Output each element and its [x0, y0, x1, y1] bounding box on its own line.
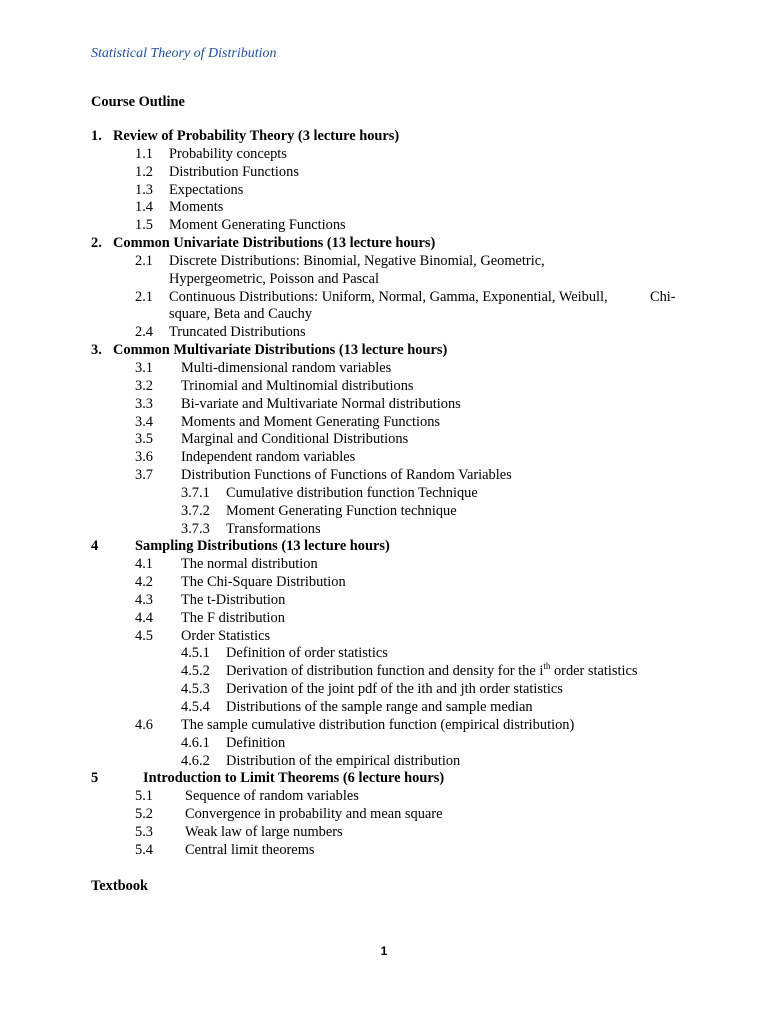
item-number: 3.6	[135, 449, 153, 466]
section-number: 4	[91, 538, 99, 555]
outline-item-continuation	[0, 306, 768, 324]
subitem-text: Distributions of the sample range and sample median	[226, 699, 533, 715]
outline-item	[0, 164, 768, 182]
outline-item	[0, 842, 768, 860]
item-number: 5.2	[135, 806, 153, 823]
item-text: Trinomial and Multinomial distributions	[181, 377, 414, 394]
item-text: Convergence in probability and mean square	[185, 806, 443, 823]
item-text: Distribution Functions	[169, 163, 299, 180]
item-text: Weak law of large numbers	[185, 823, 343, 840]
outline-item	[0, 146, 768, 164]
item-number: 3.5	[135, 431, 153, 448]
item-text: Sequence of random variables	[185, 788, 359, 805]
item-number: 3.2	[135, 377, 153, 394]
subitem-number: 3.7.1	[181, 484, 210, 501]
item-number: 4.4	[135, 609, 153, 626]
item-text: Expectations	[169, 181, 244, 198]
item-text: Central limit theorems	[185, 841, 315, 858]
section-number: 3.	[91, 342, 102, 359]
outline-subitem	[0, 753, 768, 771]
subitem-text: Transformations	[226, 520, 321, 537]
subitem-number: 4.5.4	[181, 699, 210, 715]
item-number: 3.3	[135, 395, 153, 412]
subitem-text-before: Derivation of distribution function and density for the i	[226, 663, 544, 680]
item-text-continued: square, Beta and Cauchy	[169, 306, 313, 323]
running-header: Statistical Theory of Distribution	[91, 46, 277, 61]
outline-item	[0, 610, 768, 628]
subitem-text: Distribution of the empirical distribution	[226, 752, 461, 769]
subitem-text: Derivation of the joint pdf of the ith and jth order statistics	[226, 681, 563, 698]
item-text: Marginal and Conditional Distributions	[181, 431, 409, 448]
section-title: Common Univariate Distributions (13 lecture hours)	[113, 235, 436, 252]
item-text: Independent random variables	[181, 449, 356, 466]
item-number: 4.6	[135, 716, 153, 733]
outline-subitem	[0, 735, 768, 753]
item-text: Multi-dimensional random variables	[181, 359, 392, 376]
section-title: Common Multivariate Distributions (13 lecture hours)	[113, 342, 448, 359]
item-number: 5.3	[135, 823, 153, 840]
outline-item	[0, 628, 768, 646]
outline-item	[0, 396, 768, 414]
section-number: 1.	[91, 128, 102, 144]
outline-subitem	[0, 503, 768, 521]
item-text: Probability concepts	[169, 145, 287, 162]
item-text: Discrete Distributions: Binomial, Negative Binomial, Geometric,	[169, 252, 545, 269]
subitem-number: 4.5.2	[181, 663, 210, 680]
subitem-number: 4.5.1	[181, 645, 210, 662]
item-number: 1.3	[135, 181, 153, 198]
outline-item	[0, 574, 768, 592]
item-text: The F distribution	[181, 609, 285, 626]
course-outline-heading: Course Outline	[91, 94, 185, 110]
item-number: 2.1	[135, 252, 153, 269]
outline-item	[0, 414, 768, 432]
item-number: 4.1	[135, 556, 153, 573]
item-text: The normal distribution	[181, 556, 318, 573]
item-text: Moment Generating Functions	[169, 217, 346, 234]
item-number: 4.2	[135, 574, 153, 591]
outline-item	[0, 717, 768, 735]
outline-item	[0, 556, 768, 574]
section-title: Review of Probability Theory (3 lecture hours)	[113, 128, 400, 144]
item-text-tail: Chi-	[650, 288, 676, 305]
outline-item	[0, 217, 768, 235]
outline-subitem	[0, 521, 768, 539]
item-text: The Chi-Square Distribution	[181, 574, 346, 591]
item-text: Truncated Distributions	[169, 324, 306, 341]
outline-item	[0, 824, 768, 842]
section-heading	[0, 342, 768, 360]
outline-item	[0, 467, 768, 485]
outline-item	[0, 289, 768, 307]
subitem-number: 4.6.1	[181, 734, 210, 751]
section-heading	[0, 128, 768, 146]
section-heading	[0, 770, 768, 788]
item-number: 3.7	[135, 467, 153, 484]
subitem-text: Definition	[226, 734, 286, 751]
outline-item	[0, 449, 768, 467]
subitem-text-after: order statistics	[550, 663, 638, 680]
outline-subitem	[0, 485, 768, 503]
outline-item-continuation	[0, 271, 768, 289]
item-text: Continuous Distributions: Uniform, Normal, Gamma, Exponential, Weibull,	[169, 288, 608, 305]
outline-item	[0, 788, 768, 806]
item-text: Order Statistics	[181, 627, 271, 644]
item-text-continued: Hypergeometric, Poisson and Pascal	[169, 270, 379, 287]
outline-item	[0, 324, 768, 342]
subitem-text: Moment Generating Function technique	[226, 502, 457, 519]
item-text: Moments and Moment Generating Functions	[181, 413, 440, 430]
item-number: 3.1	[135, 359, 153, 376]
page-number: 1	[380, 944, 388, 958]
item-text: Bi-variate and Multivariate Normal distributions	[181, 395, 461, 412]
section-number: 5	[91, 770, 99, 787]
superscript-th: th	[543, 661, 551, 672]
subitem-number: 4.6.2	[181, 752, 210, 769]
item-text: Moments	[169, 199, 224, 216]
outline-item	[0, 253, 768, 271]
item-number: 3.4	[135, 413, 153, 430]
outline-item	[0, 182, 768, 200]
section-heading	[0, 235, 768, 253]
subitem-text: Definition of order statistics	[226, 645, 388, 662]
outline-subitem	[0, 681, 768, 699]
subitem-number: 3.7.2	[181, 502, 210, 519]
subitem-number: 3.7.3	[181, 520, 210, 537]
subitem-number: 4.5.3	[181, 681, 210, 698]
outline-item	[0, 806, 768, 824]
item-text: The t-Distribution	[181, 591, 286, 608]
item-number: 2.1	[135, 288, 153, 305]
section-heading	[0, 538, 768, 556]
outline-item	[0, 592, 768, 610]
subitem-text: Cumulative distribution function Technique	[226, 484, 478, 501]
outline-item	[0, 199, 768, 217]
outline-subitem	[0, 663, 768, 681]
section-number: 2.	[91, 235, 102, 252]
textbook-heading: Textbook	[91, 878, 149, 894]
item-number: 4.3	[135, 591, 153, 608]
outline-subitem	[0, 699, 768, 717]
item-number: 1.2	[135, 163, 153, 180]
item-number: 1.5	[135, 217, 153, 234]
outline-item	[0, 360, 768, 378]
item-number: 5.1	[135, 788, 153, 805]
item-number: 1.4	[135, 199, 153, 216]
course-outline-list	[0, 128, 768, 860]
item-text: The sample cumulative distribution function (empirical distribution)	[181, 716, 575, 733]
item-number: 5.4	[135, 841, 153, 858]
section-title: Introduction to Limit Theorems (6 lecture hours)	[143, 770, 445, 787]
outline-subitem	[0, 645, 768, 663]
section-title: Sampling Distributions (13 lecture hours)	[135, 538, 390, 555]
item-text: Distribution Functions of Functions of Random Variables	[181, 467, 512, 484]
item-number: 2.4	[135, 324, 153, 341]
item-number: 1.1	[135, 145, 153, 162]
subitem-text	[226, 663, 637, 681]
outline-item	[0, 431, 768, 449]
outline-item	[0, 378, 768, 396]
item-number: 4.5	[135, 627, 153, 644]
